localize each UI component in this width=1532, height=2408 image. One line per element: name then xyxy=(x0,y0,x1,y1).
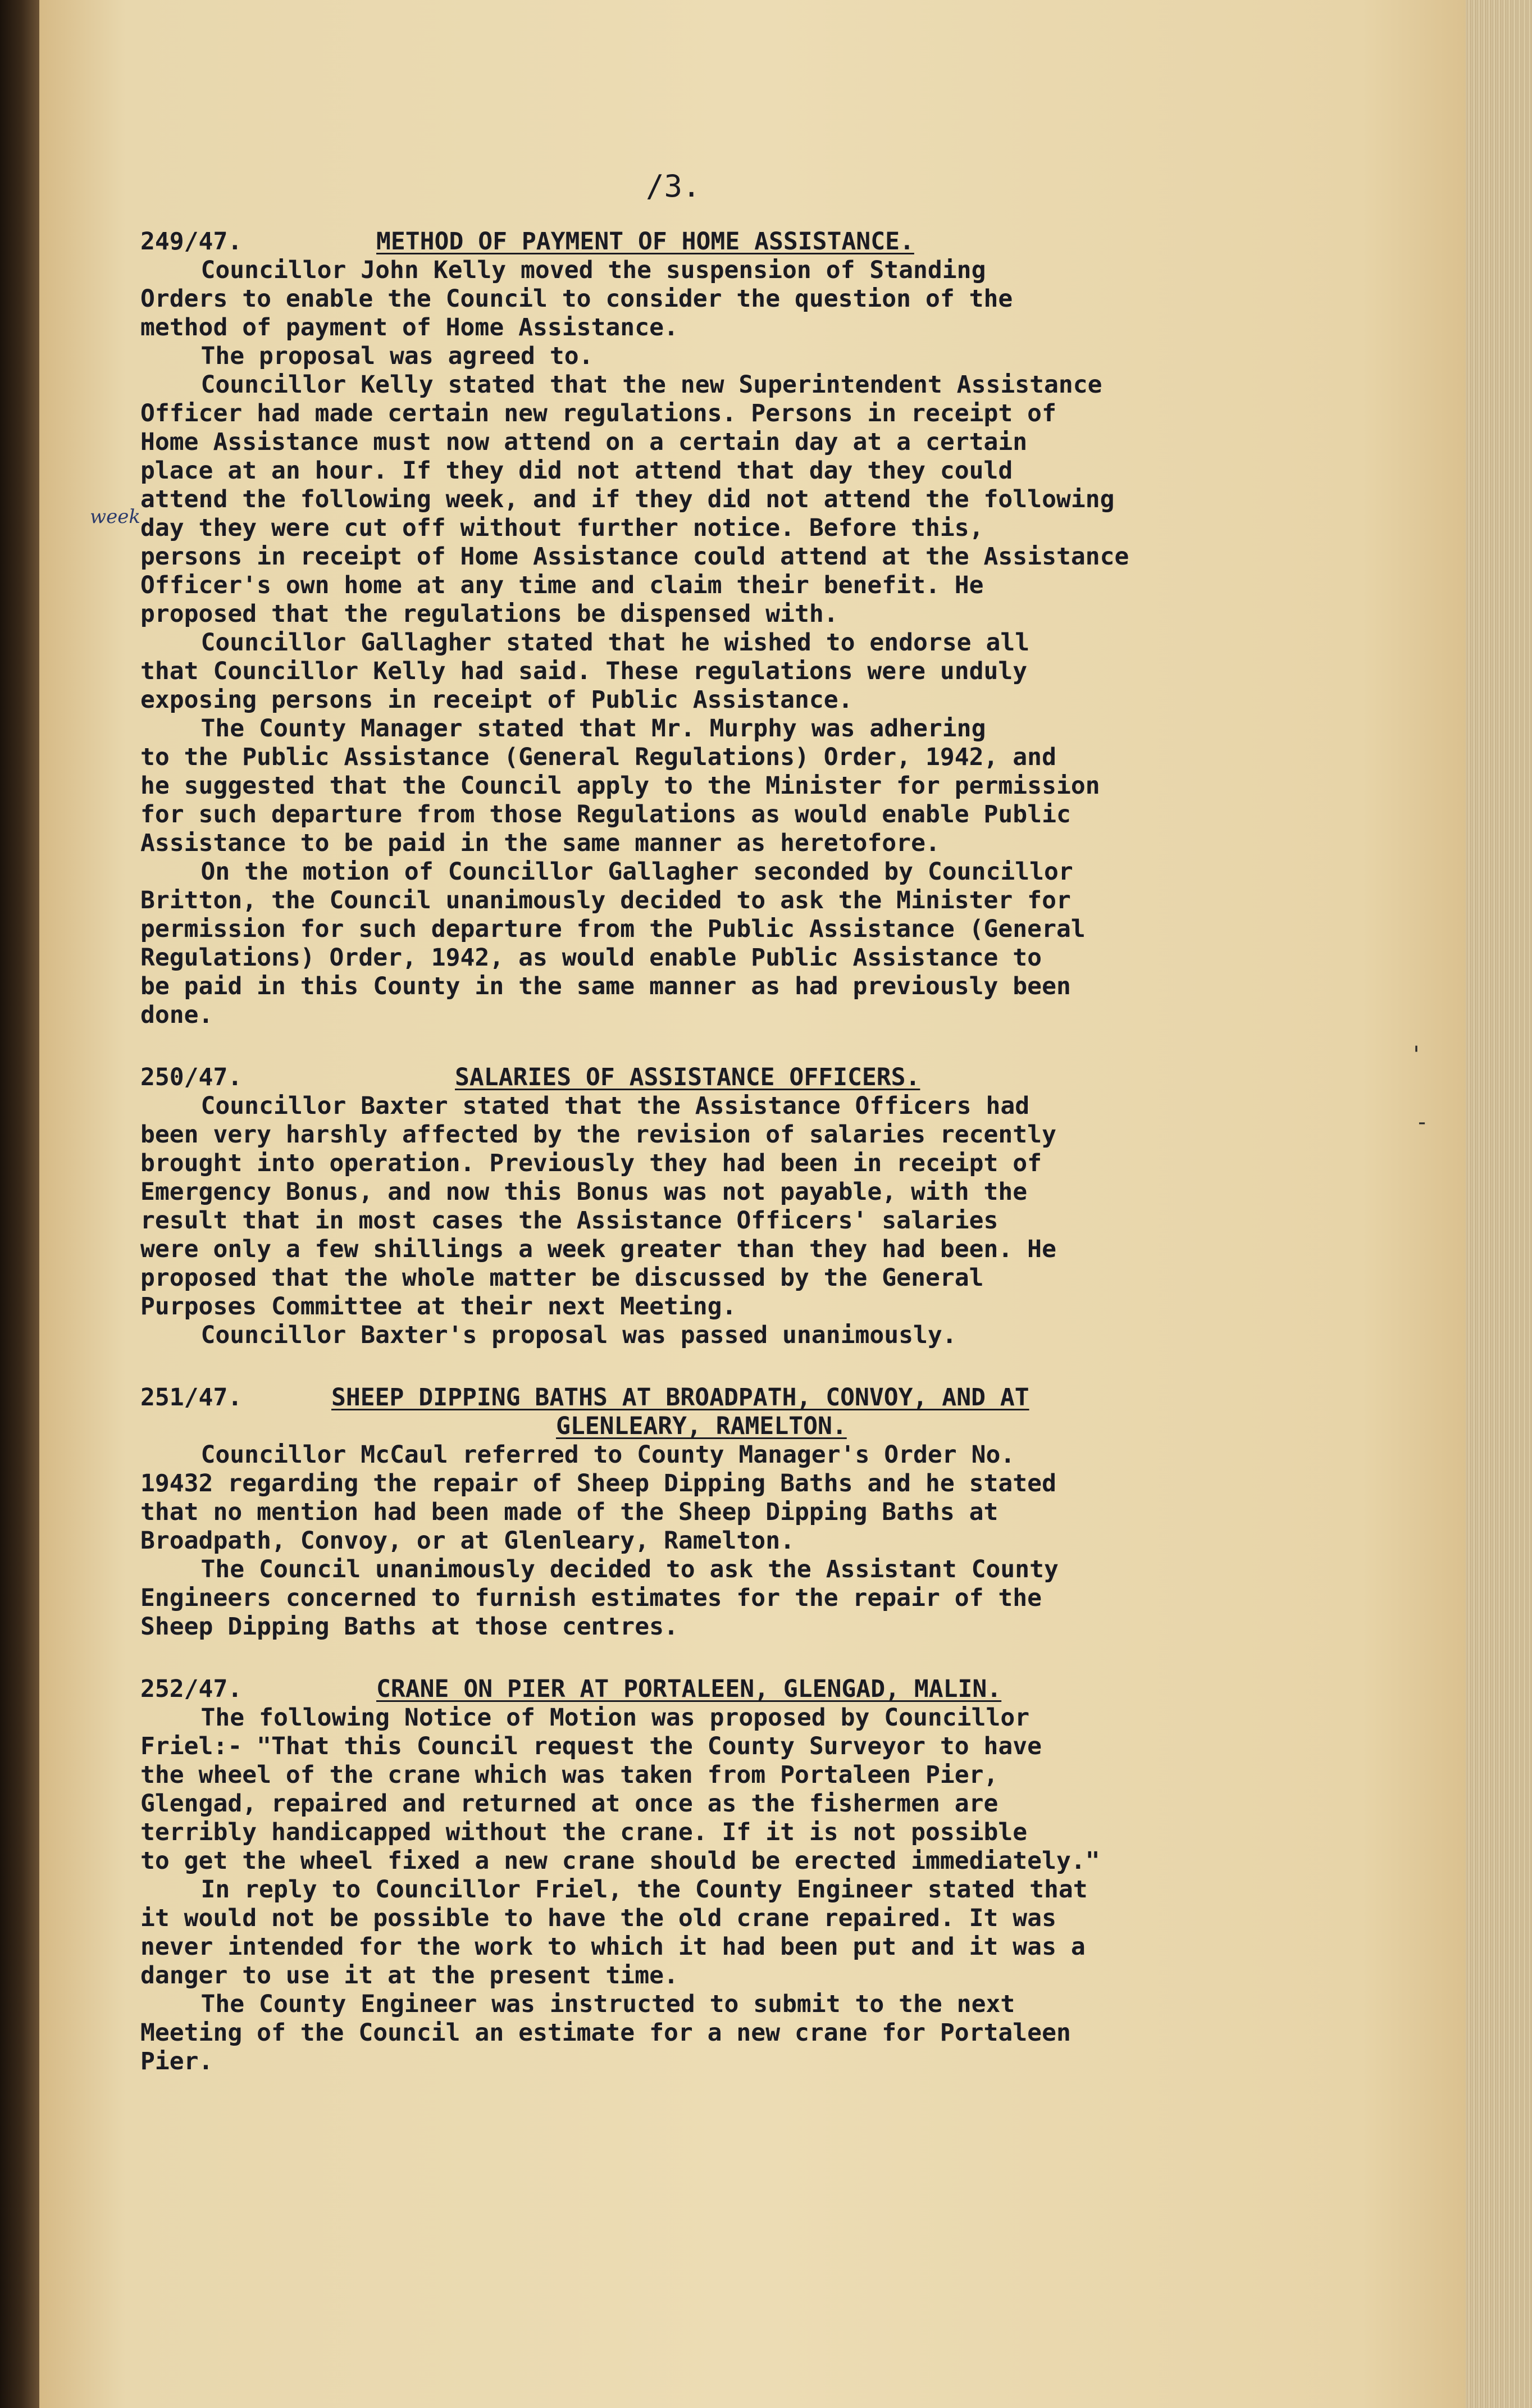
margin-mark: - xyxy=(1415,1109,1429,1135)
minute-reference: 250/47. xyxy=(140,1063,243,1091)
paragraph: Councillor Baxter's proposal was passed unanimously. xyxy=(200,1321,957,1349)
minute-section xyxy=(140,1063,1292,1350)
paragraph: The Council unanimously decided to ask the Assistant County Engineers concerned to furnish estimates for the repair of the Sheep Dipping Baths at those centres. xyxy=(140,1555,1059,1641)
minute-reference: 252/47. xyxy=(140,1675,243,1703)
section-title: SHEEP DIPPING BATHS AT BROADPATH, CONVOY, AND AT xyxy=(331,1383,1029,1412)
paragraph: The County Manager stated that Mr. Murphy was adhering to the Public Assistance (General Regulations) Order, 1942, and he suggested that the Council apply to the Minister for permission for such departure from those Regulations as would enable Public Assistance to be paid in the same manner as heretofore. xyxy=(140,714,1100,857)
section-heading xyxy=(140,1063,1292,1092)
minute-section xyxy=(140,1675,1292,2076)
paragraph: The following Notice of Motion was proposed by Councillor Friel:- "That this Council request the County Surveyor to have the wheel of the crane which was taken from Portaleen Pier, Glengad, repaired and returned at once as the fishermen are terribly handicapped without the crane. If it is not possible to get the wheel fixed a new crane should be erected immediately." xyxy=(140,1704,1100,1875)
paragraph: In reply to Councillor Friel, the County Engineer stated that it would not be possible to have the old crane repaired. It was never intended for the work to which it had been put and it was a danger to use it at the present time. xyxy=(140,1876,1088,1990)
minute-reference: 249/47. xyxy=(140,227,243,256)
paragraph: Councillor Gallagher stated that he wished to endorse all that Councillor Kelly had said. These regulations were unduly exposing persons in receipt of Public Assistance. xyxy=(140,629,1030,714)
section-heading xyxy=(140,1675,1292,1704)
folio-number: /3. xyxy=(646,169,701,204)
minute-section xyxy=(140,1383,1292,1641)
section-heading xyxy=(140,1383,1292,1412)
paragraph: Councillor Baxter stated that the Assistance Officers had been very harshly affected by the revision of salaries recently brought into operation. Previously they had been in receipt of Emergency Bonus, and now this Bonus was not payable, with the result that in most cases the Assistance Officers' salaries were only a few shillings a week greater than they had been. He proposed that the whole matter be discussed by the General Purposes Committee at their next Meeting. xyxy=(140,1092,1056,1321)
paragraph: The proposal was agreed to. xyxy=(200,342,594,370)
section-title-line-2: GLENLEARY, RAMELTON. xyxy=(556,1412,847,1440)
paragraph: The County Engineer was instructed to submit to the next Meeting of the Council an estimate for a new crane for Portaleen Pier. xyxy=(140,1990,1071,2075)
section-title: SALARIES OF ASSISTANCE OFFICERS. xyxy=(455,1063,920,1091)
minute-section xyxy=(140,227,1292,1030)
margin-annotation: week xyxy=(90,506,140,528)
paragraph: Councillor Kelly stated that the new Superintendent Assistance Officer had made certain new regulations. Persons in receipt of Home Assistance must now attend on a certain day at a certain place at an hour. If they did not attend that day they could attend the following week, and if they did not attend the following day they were cut off without further notice. Before this, persons in receipt of Home Assistance could attend at the Assistance Officer's own home at any time and claim their benefit. He proposed that the regulations be dispensed with. xyxy=(140,371,1129,628)
section-title: METHOD OF PAYMENT OF HOME ASSISTANCE. xyxy=(376,227,914,256)
paragraph: Councillor McCaul referred to County Manager's Order No. 19432 regarding the repair of Sheep Dipping Baths and he stated that no mention had been made of the Sheep Dipping Baths at Broadpath, Convoy, or at Glenleary, Ramelton. xyxy=(140,1441,1056,1555)
section-title: CRANE ON PIER AT PORTALEEN, GLENGAD, MALIN. xyxy=(376,1675,1002,1703)
minutes-text xyxy=(140,169,1292,2110)
paragraph: Councillor John Kelly moved the suspension of Standing Orders to enable the Council to consider the question of the method of payment of Home Assistance. xyxy=(140,256,1013,342)
paragraph: On the motion of Councillor Gallagher seconded by Councillor Britton, the Council unanimously decided to ask the Minister for permission for such departure from the Public Assistance (General Regulations) Order, 1942, as would enable Public Assistance to be paid in this County in the same manner as had previously been done. xyxy=(140,858,1086,1029)
minute-reference: 251/47. xyxy=(140,1383,243,1412)
page-stack-edge xyxy=(1466,0,1532,2408)
section-heading xyxy=(140,227,1292,256)
margin-mark: ' xyxy=(1410,1042,1424,1068)
book-gutter xyxy=(0,0,39,2408)
